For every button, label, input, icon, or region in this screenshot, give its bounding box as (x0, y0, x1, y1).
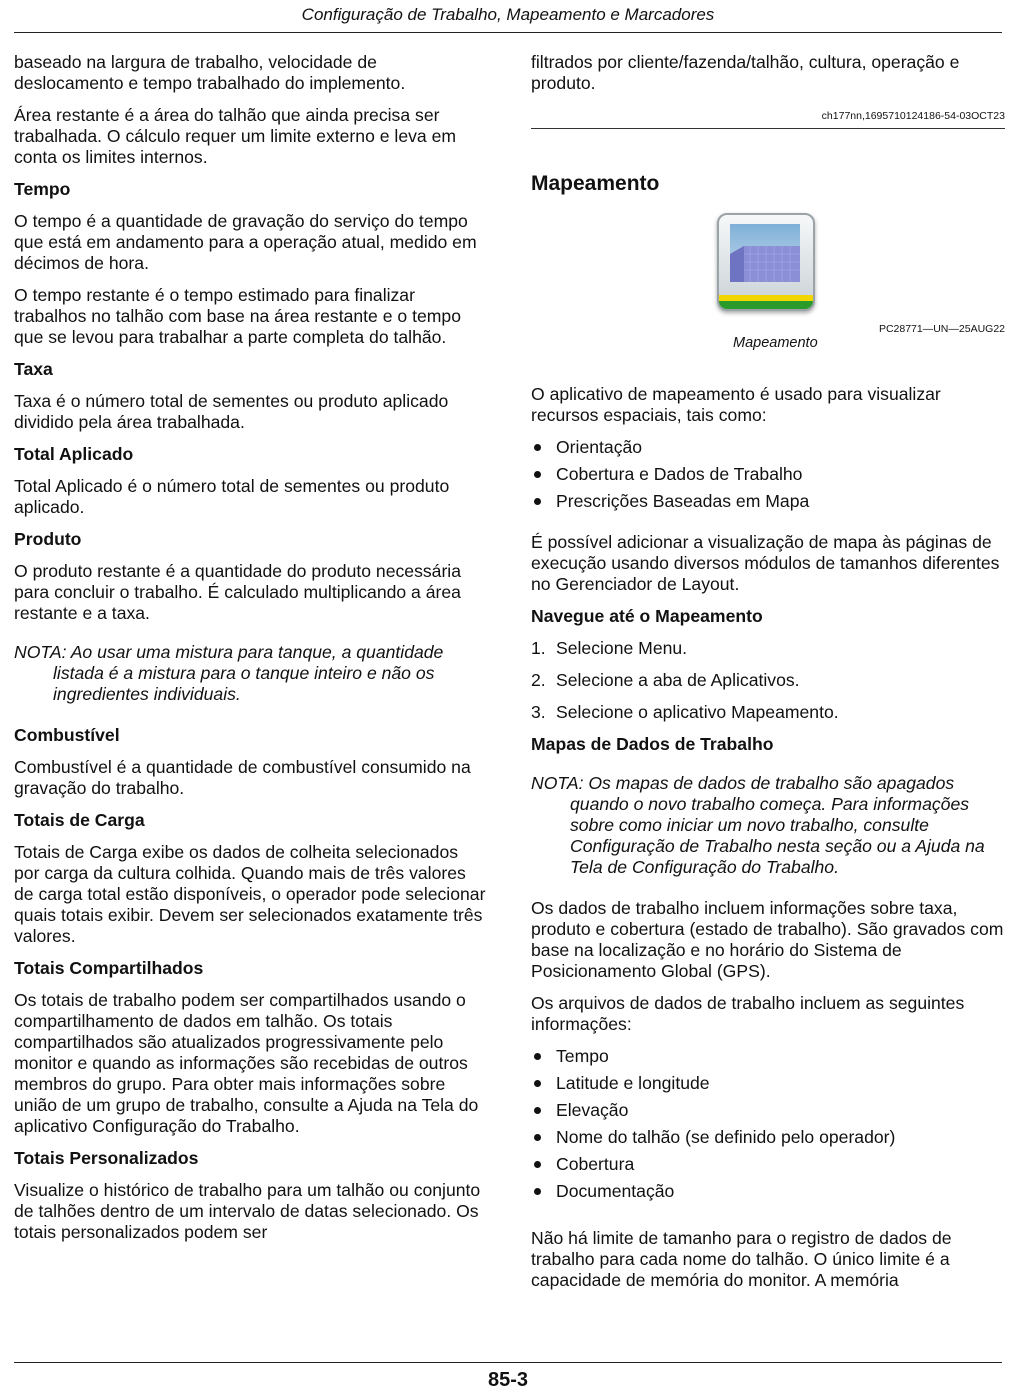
list-item: Elevação (531, 1100, 1005, 1121)
list-item: Prescrições Baseadas em Mapa (531, 491, 1005, 512)
paragraph: filtrados por cliente/fazenda/talhão, cultura, operação e produto. (531, 52, 960, 93)
list-item: 2. Selecione a aba de Aplicativos. (531, 670, 800, 690)
heading-navegue: Navegue até o Mapeamento (531, 606, 763, 626)
paragraph: Visualize o histórico de trabalho para um talhão ou conjunto de talhões dentro de um intervalo de datas selecionado. Os totais personalizados podem ser (14, 1180, 481, 1242)
data-files-list (531, 1046, 1005, 1202)
heading-taxa: Taxa (14, 359, 53, 379)
map-grid-icon (730, 224, 800, 282)
list-item: Tempo (531, 1046, 1005, 1067)
paragraph: Os dados de trabalho incluem informações sobre taxa, produto e cobertura (estado de trabalho). São gravados com base na localização e no horário do Sistema de Posicionamento Global (GPS). (531, 898, 1004, 981)
paragraph: Não há limite de tamanho para o registro de dados de trabalho para cada nome do talhão. O único limite é a capacidade de memória do monitor. A memória (531, 1228, 952, 1290)
heading-total-aplicado: Total Aplicado (14, 444, 134, 464)
page-number: 85-3 (14, 1362, 1002, 1392)
paragraph: Taxa é o número total de sementes ou produto aplicado dividido pela área trabalhada. (14, 391, 449, 432)
paragraph: Totais de Carga exibe os dados de colheita selecionados por carga da cultura colhida. Quando mais de três valores de carga total estão disponíveis, o operador pode selecionar quais totais exibir. Devem ser selecionados exatamente três valores. (14, 842, 486, 946)
heading-totais-compartilhados: Totais Compartilhados (14, 958, 204, 978)
paragraph: Os totais de trabalho podem ser compartilhados usando o compartilhamento de dados em talhão. Os totais compartilhados são atualizados progressivamente pelo monitor e quando as informações são recebidas de outros membros do grupo. Para obter mais informações sobre união de um grupo de trabalho, consulte a Ajuda na Tela do aplicativo Configuração do Trabalho. (14, 990, 479, 1136)
running-header: Configuração de Trabalho, Mapeamento e Marcadores (14, 4, 1002, 33)
list-item: Latitude e longitude (531, 1073, 1005, 1094)
steps-list (531, 638, 1005, 723)
paragraph: Total Aplicado é o número total de sementes ou produto aplicado. (14, 476, 450, 517)
heading-mapas-dados: Mapas de Dados de Trabalho (531, 734, 774, 754)
note: NOTA: Ao usar uma mistura para tanque, a quantidade listada é a mistura para o tanque inteiro e não os ingredientes individuais. (14, 642, 444, 704)
heading-combustivel: Combustível (14, 725, 120, 745)
heading-produto: Produto (14, 529, 82, 549)
heading-mapeamento: Mapeamento (531, 172, 660, 195)
paragraph: O tempo restante é o tempo estimado para finalizar trabalhos no talhão com base na área restante e o tempo que se levou para trabalhar a parte completa do talhão. (14, 285, 461, 347)
list-item: 3. Selecione o aplicativo Mapeamento. (531, 702, 839, 722)
paragraph: Combustível é a quantidade de combustível consumido na gravação do trabalho. (14, 757, 471, 798)
paragraph: O aplicativo de mapeamento é usado para visualizar recursos espaciais, tais como: (531, 384, 941, 425)
list-item: Cobertura e Dados de Trabalho (531, 464, 1005, 485)
figure-reference: PC28771—UN—25AUG22 (878, 323, 1005, 335)
list-item: Documentação (531, 1181, 1005, 1202)
list-item: Nome do talhão (se definido pelo operador) (531, 1127, 1005, 1148)
heading-tempo: Tempo (14, 179, 71, 199)
figure-caption: Mapeamento (733, 335, 818, 351)
paragraph: O produto restante é a quantidade do produto necessária para concluir o trabalho. É calculado multiplicando a área restante e a taxa. (14, 561, 461, 623)
paragraph: Os arquivos de dados de trabalho incluem as seguintes informações: (531, 993, 965, 1034)
paragraph: baseado na largura de trabalho, velocidade de deslocamento e tempo trabalhado do implemento. (14, 52, 406, 93)
list-item: Orientação (531, 437, 1005, 458)
figure-mapeamento (531, 213, 1005, 363)
list-item: 1. Selecione Menu. (531, 638, 688, 658)
paragraph: O tempo é a quantidade de gravação do serviço do tempo que está em andamento para a operação atual, medido em décimos de hora. (14, 211, 477, 273)
right-column (531, 52, 1005, 1302)
left-column (14, 52, 488, 1254)
heading-totais-carga: Totais de Carga (14, 810, 145, 830)
features-list (531, 437, 1005, 512)
heading-totais-personalizados: Totais Personalizados (14, 1148, 199, 1168)
paragraph: É possível adicionar a visualização de mapa às páginas de execução usando diversos módulos de tamanhos diferentes no Gerenciador de Layout. (531, 532, 1000, 594)
list-item: Cobertura (531, 1154, 1005, 1175)
green-stripe (719, 301, 813, 309)
section-reference: ch177nn,1695710124186-54-03OCT23 (531, 110, 1005, 129)
note: NOTA: Os mapas de dados de trabalho são apagados quando o novo trabalho começa. Para informações sobre como iniciar um novo trabalho, consulte Configuração de Trabalho nesta seção ou a Ajuda na Tela de Configuração do Trabalho. (531, 773, 985, 877)
paragraph: Área restante é a área do talhão que ainda precisa ser trabalhada. O cálculo requer um limite externo e leva em conta os limites internos. (14, 105, 457, 167)
mapping-app-icon (717, 213, 815, 311)
